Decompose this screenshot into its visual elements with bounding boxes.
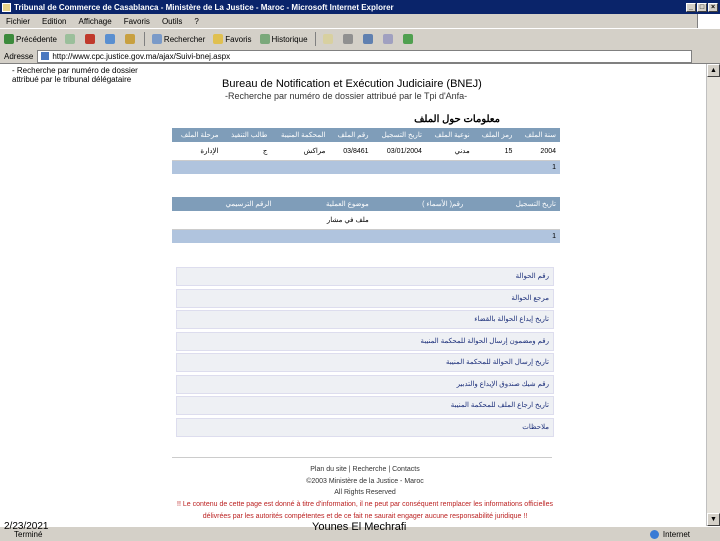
search-label: Rechercher (163, 34, 206, 44)
footer-copyright: ©2003 Ministère de la Justice - Maroc (306, 478, 424, 485)
menu-bar (0, 14, 720, 29)
field-label: مرجع الحوالة (511, 294, 549, 302)
back-button[interactable] (4, 34, 57, 44)
menu-fichier[interactable]: Fichier (6, 16, 31, 26)
page-icon (41, 52, 49, 60)
table-cell: ج (222, 142, 271, 161)
messenger-icon (403, 34, 413, 44)
discuss-button[interactable] (383, 34, 395, 44)
list-item (176, 353, 554, 372)
table-cell (172, 211, 275, 230)
column-header: طالب التنفيذ (222, 128, 271, 142)
table-header-row (172, 128, 560, 142)
stop-button[interactable] (85, 34, 97, 44)
table-cell: 03/8461 (329, 142, 372, 161)
window-controls (686, 3, 718, 12)
slide-date: 2/23/2021 (4, 521, 49, 532)
windows-logo-icon (697, 14, 720, 28)
list-item (176, 310, 554, 329)
list-item (176, 332, 554, 351)
field-label: ملاحظات (522, 423, 549, 431)
page-title: Bureau de Notification et Exécution Judiciaire (BNEJ) (222, 78, 482, 90)
page-subtitle: -Recherche par numéro de dossier attribué par le Tpi d'Anfa- (225, 91, 468, 101)
table-cell: ملف في مشار (275, 211, 372, 230)
column-header: نوعية الملف (426, 128, 474, 142)
pager-row (172, 161, 560, 175)
table-cell: مراكش (271, 142, 329, 161)
menu-favoris[interactable]: Favoris (123, 16, 150, 26)
minimize-button[interactable]: _ (686, 3, 696, 12)
operations-table (172, 197, 560, 243)
home-icon (125, 34, 135, 44)
column-header: سنة الملف (516, 128, 560, 142)
column-header: موضوع العملية (275, 197, 372, 211)
column-header: رقم الملف (329, 128, 372, 142)
toolbar-separator (144, 32, 145, 46)
column-header: المحكمة المنيبة (271, 128, 329, 142)
list-item (176, 418, 554, 437)
back-label: Précédente (16, 34, 57, 44)
field-label: رقم الحوالة (515, 273, 549, 280)
footer-warning-1: !! Le contenu de cette page est donné à titre d'information, il ne peut par conséquent remplacer les informations officielles (177, 501, 553, 508)
table-cell: مدني (426, 142, 474, 161)
close-button[interactable]: × (708, 3, 718, 12)
overlay-line-2: attribué par le tribunal délégataire (12, 75, 132, 84)
address-url: http://www.cpc.justice.gov.ma/ajax/Suivi-bnej.aspx (52, 51, 231, 61)
print-button[interactable] (343, 34, 355, 44)
field-label: تاريخ إرسال الحوالة للمحكمة المنيبة (445, 359, 549, 366)
overlay-line-1: - Recherche par numéro de dossier (12, 66, 138, 75)
history-label: Historique (271, 34, 308, 44)
table-cell: 15 (474, 142, 517, 161)
footer-divider (172, 457, 552, 458)
list-item (176, 375, 554, 394)
file-info-table (172, 128, 560, 174)
table-row (172, 142, 560, 161)
field-label: تاريخ ارجاع الملف للمحكمة المنيبة (450, 402, 549, 409)
list-item (176, 267, 554, 286)
scroll-up-button[interactable]: ▲ (707, 64, 720, 77)
pager-link[interactable]: 1 (172, 161, 560, 175)
maximize-button[interactable]: □ (697, 3, 707, 12)
zone-label: Internet (662, 529, 690, 539)
history-icon (260, 34, 270, 44)
window-title: Tribunal de Commerce de Casablanca - Ministère de La Justice - Maroc - Microsoft Internet Explorer (14, 2, 394, 12)
column-header: الرقم الترسيمي (172, 197, 275, 211)
menu-help[interactable]: ? (194, 16, 199, 26)
table-header-row (172, 197, 560, 211)
table-cell: الإدارة (172, 142, 222, 161)
menu-edition[interactable]: Edition (42, 16, 67, 26)
column-header: رمز الملف (474, 128, 517, 142)
footer-links[interactable]: Plan du site | Recherche | Contacts (310, 466, 420, 473)
field-label: تاريخ إيداع الحوالة بالقضاء (474, 316, 549, 323)
page-content (0, 64, 706, 526)
footer-warning-2: délivrées par les autorités compétentes et de ce fait ne saurait engager aucune responsabilité juridique !! (202, 513, 528, 520)
pager-row (172, 230, 560, 244)
toolbar-separator (315, 32, 316, 46)
menu-affichage[interactable]: Affichage (78, 16, 112, 26)
globe-icon (650, 530, 659, 539)
table-cell: 03/01/2004 (373, 142, 426, 161)
column-header: مرحلة الملف (172, 128, 222, 142)
search-button[interactable] (152, 34, 205, 44)
history-button[interactable] (260, 34, 308, 44)
column-header: تاريخ التسجيل (467, 197, 560, 211)
address-input[interactable] (37, 50, 692, 63)
ie-icon (2, 3, 11, 12)
menu-outils[interactable]: Outils (161, 16, 183, 26)
print-icon (343, 34, 353, 44)
back-arrow-icon (4, 34, 14, 44)
edit-button[interactable] (363, 34, 375, 44)
title-bar (0, 0, 720, 14)
status-text: Terminé (14, 529, 43, 539)
edit-icon (363, 34, 373, 44)
home-button[interactable] (125, 34, 137, 44)
column-header: ( الأسماء )رقم (373, 197, 468, 211)
table-cell (467, 211, 560, 230)
field-label: رقم شيك صندوق الإيداع والتدبير (456, 380, 549, 388)
favorites-button[interactable] (213, 34, 251, 44)
toolbar (0, 29, 720, 50)
search-icon (152, 34, 162, 44)
footer-rights: All Rights Reserved (334, 489, 396, 496)
favorites-icon (213, 34, 223, 44)
mail-icon (323, 34, 333, 44)
field-label: رقم ومضمون إرسال الحوالة للمحكمة المنيبة (420, 337, 549, 345)
pager-link[interactable]: 1 (172, 230, 560, 244)
messenger-button[interactable] (403, 34, 415, 44)
favorites-label: Favoris (225, 34, 252, 44)
column-header: تاريخ التسجيل (373, 128, 426, 142)
forward-button[interactable] (65, 34, 77, 44)
scroll-down-button[interactable]: ▼ (707, 513, 720, 526)
discuss-icon (383, 34, 393, 44)
vertical-scrollbar[interactable] (706, 64, 720, 526)
security-zone (650, 530, 690, 539)
slide-author: Younes El Mechrafi (312, 521, 407, 533)
address-label: Adresse (4, 51, 34, 61)
mail-button[interactable] (323, 34, 335, 44)
address-bar (0, 49, 720, 64)
list-item (176, 396, 554, 415)
stop-icon (85, 34, 95, 44)
list-item (176, 289, 554, 308)
table-cell (373, 211, 468, 230)
transfer-info-list (176, 267, 554, 439)
refresh-icon (105, 34, 115, 44)
forward-arrow-icon (65, 34, 75, 44)
refresh-button[interactable] (105, 34, 117, 44)
section-title: معلومات حول الملف (414, 114, 500, 125)
table-cell: 2004 (516, 142, 560, 161)
table-row (172, 211, 560, 230)
